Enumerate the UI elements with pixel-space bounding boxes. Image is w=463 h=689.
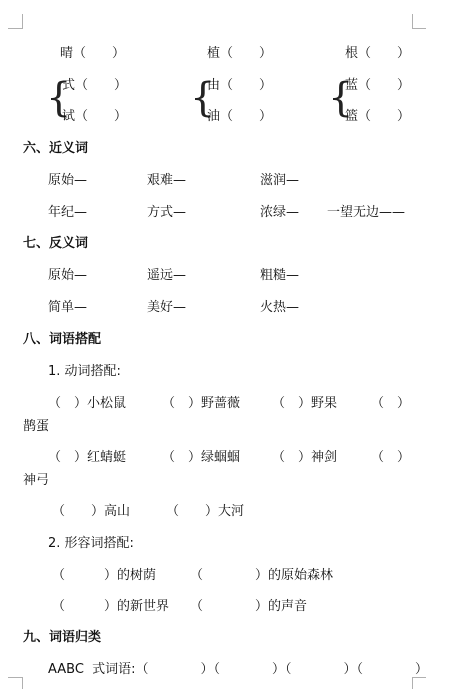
verb-item: （ ）: [371, 396, 411, 411]
brace-icon: {: [328, 75, 354, 121]
antonym-item: 美好—: [147, 300, 187, 315]
synonym-item: 年纪—: [48, 205, 88, 220]
crop-mark-bottom-right-v: [412, 677, 413, 689]
char-item: 蓝（ ）: [345, 78, 411, 93]
subsection-label: 1. 动词搭配:: [48, 364, 121, 379]
synonym-item: 滋润—: [260, 173, 300, 188]
verb-item: （ ）红蜻蜓: [48, 450, 127, 465]
char-item: 油（ ）: [207, 109, 273, 124]
char-item: 篮（ ）: [345, 109, 411, 124]
crop-mark-top-right: [412, 28, 426, 29]
antonym-item: 原始—: [48, 268, 88, 283]
synonym-item: 方式—: [147, 205, 187, 220]
brace-icon: {: [46, 75, 72, 121]
antonym-item: 粗糙—: [260, 268, 300, 283]
brace-icon: {: [190, 75, 216, 121]
verb-item: （ ）高山: [52, 504, 131, 519]
verb-item: （ ）: [371, 450, 411, 465]
char-item: 试（ ）: [62, 109, 128, 124]
adj-item: （ ）的树荫: [52, 568, 157, 583]
verb-item: （ ）绿蝈蝈: [162, 450, 241, 465]
section-heading: 六、近义词: [23, 141, 89, 156]
category-line: AABC 式词语:（ ）（ ）（ ）（ ）: [48, 662, 429, 677]
synonym-item: 一望无边——: [327, 205, 406, 220]
char-item: 晴（ ）: [60, 46, 126, 61]
verb-item: （ ）野蔷薇: [162, 396, 241, 411]
verb-item: （ ）野果: [272, 396, 338, 411]
section-heading: 九、词语归类: [23, 630, 102, 645]
synonym-item: 原始—: [48, 173, 88, 188]
verb-item-wrap: 鹊蛋: [23, 419, 50, 434]
verb-item: （ ）大河: [166, 504, 245, 519]
crop-mark-bottom-left-v: [22, 677, 23, 689]
antonym-item: 火热—: [260, 300, 300, 315]
crop-mark-top-left-v: [22, 14, 23, 29]
antonym-item: 遥远—: [147, 268, 187, 283]
antonym-item: 简单—: [48, 300, 88, 315]
adj-item: （ ）的新世界: [52, 599, 170, 614]
verb-item-wrap: 神弓: [23, 473, 50, 488]
verb-item: （ ）小松鼠: [48, 396, 127, 411]
subsection-label: 2. 形容词搭配:: [48, 536, 134, 551]
adj-item: （ ）的原始森林: [190, 568, 334, 583]
adj-item: （ ）的声音: [190, 599, 308, 614]
section-heading: 七、反义词: [23, 236, 89, 251]
section-heading: 八、词语搭配: [23, 332, 102, 347]
crop-mark-bottom-left: [8, 677, 22, 678]
char-item: 根（ ）: [345, 46, 411, 61]
verb-item: （ ）神剑: [272, 450, 338, 465]
char-item: 由（ ）: [207, 78, 273, 93]
crop-mark-top-right-v: [412, 14, 413, 29]
crop-mark-top-left: [8, 28, 22, 29]
synonym-item: 艰难—: [147, 173, 187, 188]
synonym-item: 浓绿—: [260, 205, 300, 220]
char-item: 式（ ）: [62, 78, 128, 93]
char-item: 植（ ）: [207, 46, 273, 61]
